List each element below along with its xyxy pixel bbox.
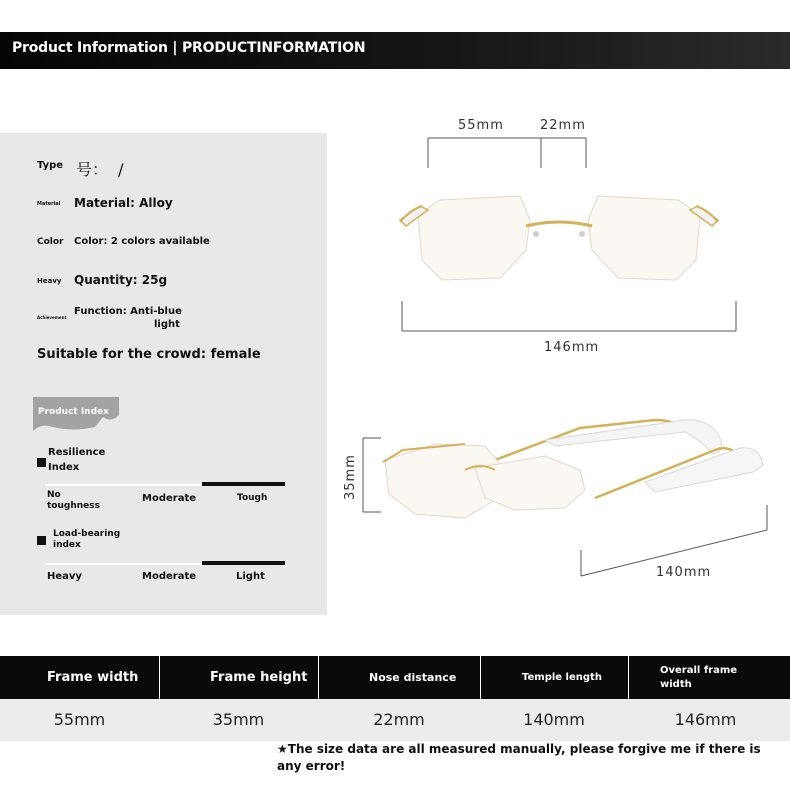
load-scale-high: Light xyxy=(236,571,265,582)
resilience-track xyxy=(45,484,202,486)
header-title: Product Information | PRODUCTINFORMATION xyxy=(12,40,366,56)
frame-width-label: 146mm xyxy=(544,340,600,355)
value-nose-distance: 22mm xyxy=(373,710,425,729)
value-overall-width: 146mm xyxy=(674,710,737,729)
lens-width-label: 55mm xyxy=(458,118,504,133)
weight-value: Quantity: 25g xyxy=(74,273,168,287)
glasses-front-view xyxy=(380,110,780,360)
load-track xyxy=(45,563,202,565)
resilience-title-2: Index xyxy=(48,462,80,473)
resilience-scale-mid: Moderate xyxy=(142,493,197,504)
load-level-bar xyxy=(202,561,285,565)
load-title-2: index xyxy=(53,540,81,550)
function-value-line2: light xyxy=(154,319,180,330)
type-label: Type xyxy=(37,160,64,171)
resilience-title-1: Resilience xyxy=(48,447,106,458)
value-frame-width: 55mm xyxy=(53,710,106,729)
table-divider xyxy=(159,656,160,699)
table-divider xyxy=(480,656,481,699)
color-value: Color: 2 colors available xyxy=(74,236,210,247)
nose-distance-label: 22mm xyxy=(540,118,586,133)
measurement-note: ★The size data are all measured manually, please forgive me if there is any error! xyxy=(277,742,761,773)
load-title-1: Load-bearing xyxy=(53,529,121,539)
size-table-header xyxy=(0,656,790,699)
material-value: Material: Alloy xyxy=(74,196,173,210)
size-table-row xyxy=(0,699,790,741)
value-frame-height: 35mm xyxy=(212,710,265,729)
resilience-bullet-icon xyxy=(37,458,46,467)
color-label: Color xyxy=(37,237,64,247)
header-nose-distance: Nose distance xyxy=(369,671,457,684)
crowd-text: Suitable for the crowd: female xyxy=(37,347,261,362)
glasses-side-view xyxy=(355,410,775,585)
product-index-label: Product Index xyxy=(38,407,109,417)
value-temple-length: 140mm xyxy=(523,710,585,729)
type-value: 号： / xyxy=(76,160,124,179)
table-divider xyxy=(318,656,319,699)
function-value-line1: Function: Anti-blue xyxy=(74,306,182,317)
header-temple-length: Temple length xyxy=(522,672,602,683)
header-frame-width: Frame width xyxy=(47,670,139,685)
material-label: Material xyxy=(37,201,61,207)
header-frame-height: Frame height xyxy=(210,670,308,685)
header-overall-width: Overall frame width xyxy=(660,664,738,690)
header-bar xyxy=(0,32,790,69)
resilience-scale-low: No toughness xyxy=(47,490,100,511)
resilience-scale-high: Tough xyxy=(237,493,268,503)
function-label: Achievement xyxy=(37,315,67,320)
load-scale-low: Heavy xyxy=(47,571,82,582)
load-bullet-icon xyxy=(37,536,46,545)
temple-length-label: 140mm xyxy=(656,565,712,580)
load-scale-mid: Moderate xyxy=(142,571,197,582)
frame-height-label: 35mm xyxy=(343,454,358,500)
resilience-level-bar xyxy=(202,482,285,486)
table-divider xyxy=(628,656,629,699)
weight-label: Heavy xyxy=(37,277,62,285)
